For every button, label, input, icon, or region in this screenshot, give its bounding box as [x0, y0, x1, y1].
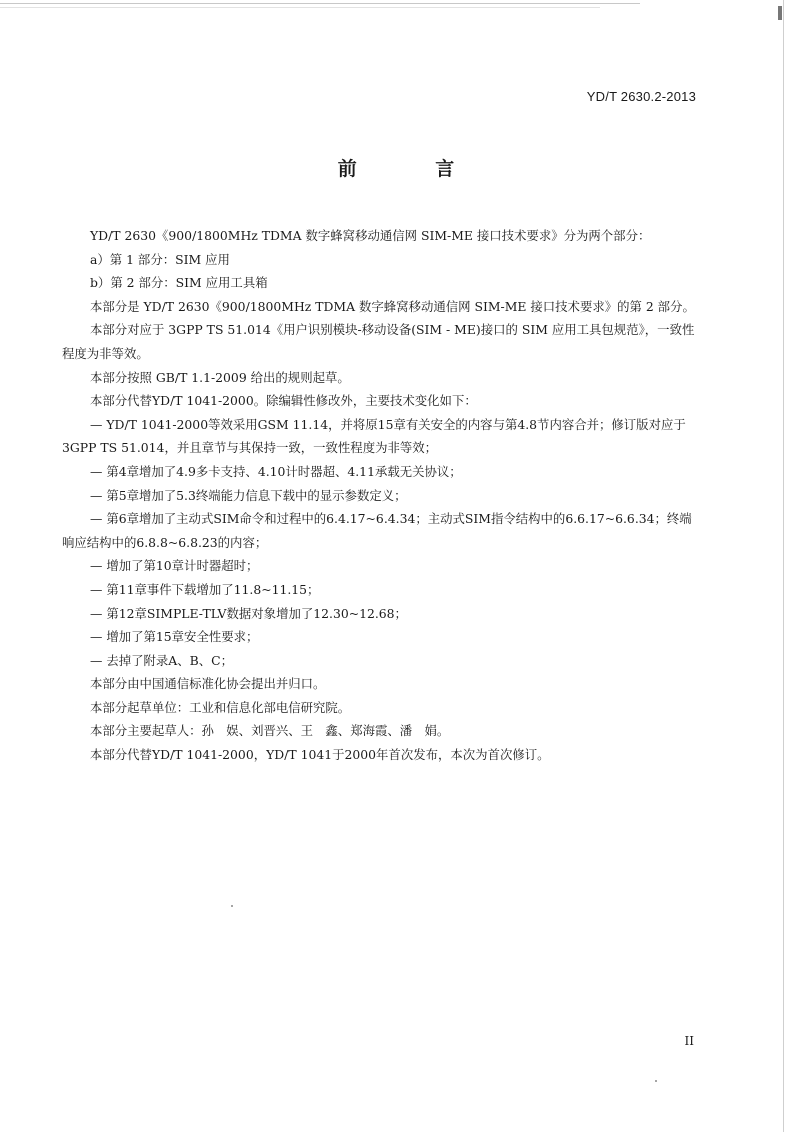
page-number: II [684, 1034, 694, 1048]
change-item: — YD/T 1041-2000等效采用GSM 11.14，并将原15章有关安全的内容与第4.8节内容合并；修订版对应于3GPP TS 51.014，并且章节与其保持一致，一致性程度为非等效； [62, 416, 686, 456]
scan-edge-top [0, 3, 640, 4]
paragraph: 本部分代替YD/T 1041-2000，YD/T 1041于2000年首次发布，本次为首次修订。 [90, 747, 550, 763]
paragraph: 本部分起草单位：工业和信息化部电信研究院。 [90, 699, 351, 715]
paragraph: 本部分主要起草人：孙 娱、刘晋兴、王 鑫、郑海霞、潘 娟。 [90, 723, 450, 739]
scan-corner-mark [778, 6, 782, 20]
change-item: — 增加了第15章安全性要求； [90, 629, 259, 645]
list-item: a）第 1 部分：SIM 应用 [90, 251, 230, 267]
page-title: 前 言 [337, 158, 491, 180]
paragraph: 本部分代替YD/T 1041-2000。除编辑性修改外，主要技术变化如下： [90, 393, 477, 409]
change-item: — 第12章SIMPLE-TLV数据对象增加了12.30~12.68； [90, 605, 407, 621]
paragraph: 本部分是 YD/T 2630《900/1800MHz TDMA 数字蜂窝移动通信网 SIM-ME 接口技术要求》的第 2 部分。 [90, 298, 695, 314]
change-item: — 增加了第10章计时器超时； [90, 558, 259, 574]
paragraph: 本部分按照 GB/T 1.1-2009 给出的规则起草。 [90, 369, 350, 385]
change-item: — 第6章增加了主动式SIM命令和过程中的6.4.17~6.4.34；主动式SIM指令结构中的6.6.17~6.6.34；终端响应结构中的6.8.8~6.8.23的内容； [62, 511, 692, 550]
change-item: — 去掉了附录A、B、C； [90, 652, 233, 668]
paragraph: 本部分由中国通信标准化协会提出并归口。 [90, 676, 326, 692]
list-item: b）第 2 部分：SIM 应用工具箱 [90, 275, 268, 291]
paragraph: YD/T 2630《900/1800MHz TDMA 数字蜂窝移动通信网 SIM-ME 接口技术要求》分为两个部分： [90, 228, 651, 243]
scan-edge-top-faint [0, 7, 600, 8]
scan-speck [655, 1080, 657, 1082]
change-item: — 第11章事件下载增加了11.8~11.15； [90, 581, 320, 597]
paragraph: 本部分对应于 3GPP TS 51.014《用户识别模块-移动设备(SIM - ME)接口的 SIM 应用工具包规范》，一致性程度为非等效。 [62, 322, 695, 361]
change-item: — 第5章增加了5.3终端能力信息下载中的显示参数定义； [90, 487, 407, 503]
scan-speck [231, 905, 233, 907]
document-body [62, 224, 696, 767]
change-item: — 第4章增加了4.9多卡支持、4.10计时器超、4.11承载无关协议； [90, 463, 462, 479]
document-id: YD/T 2630.2-2013 [586, 89, 696, 104]
